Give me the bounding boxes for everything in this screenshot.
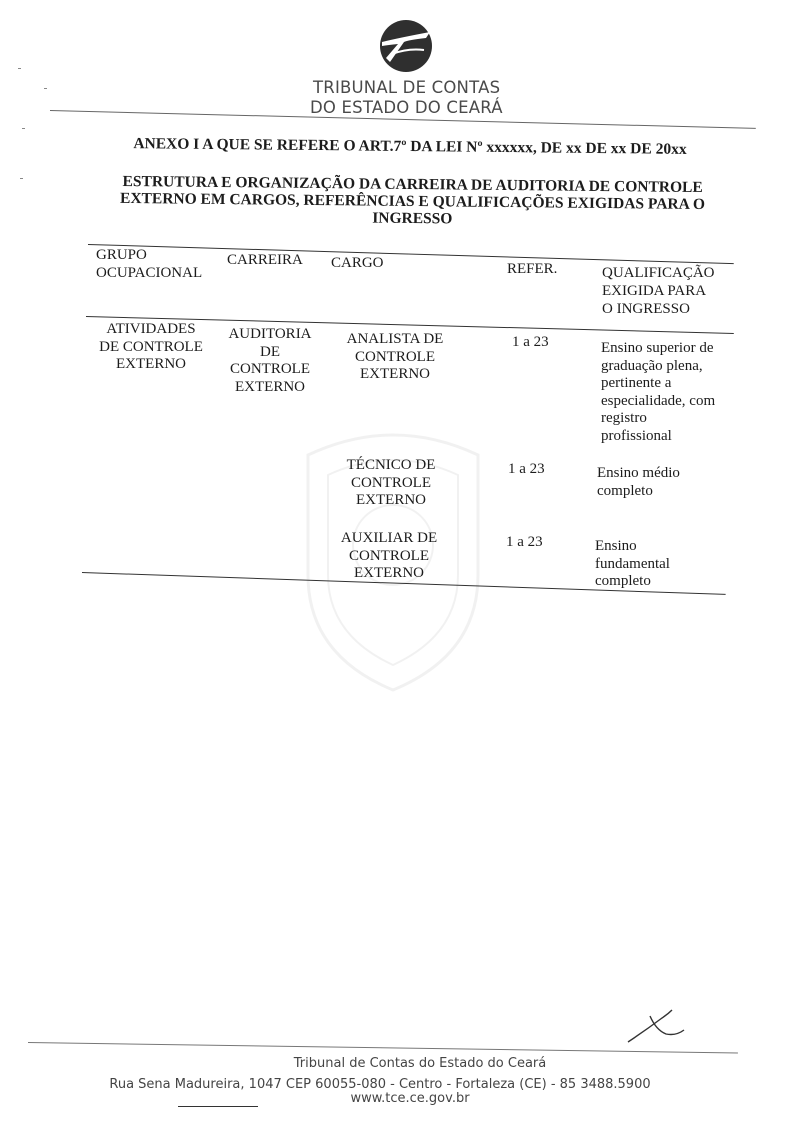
cell-line: pertinente a [601, 375, 672, 391]
cell-line: especialidade, com [601, 392, 716, 409]
header-line: O INGRESSO [602, 301, 690, 317]
column-header-cargo [331, 254, 384, 272]
cargo-cell-auxiliar [330, 530, 448, 583]
footer-org-name: Tribunal de Contas do Estado do Ceará [293, 1056, 547, 1071]
cell-line: registro [601, 410, 647, 426]
org-name-line1: TRIBUNAL DE CONTAS [313, 78, 501, 97]
column-header-carreira [227, 251, 303, 269]
cell-line: completo [597, 482, 653, 499]
cell-line: CONTROLE [230, 361, 310, 377]
footer-website: www.tce.ce.gov.br [350, 1091, 470, 1106]
cell-line: completo [595, 573, 651, 589]
cell-line: AUDITORIA [228, 326, 312, 342]
cell-line: fundamental [595, 555, 670, 572]
cell-line: Ensino médio [597, 465, 680, 481]
handwritten-signature-icon [622, 1008, 688, 1048]
cell-line: EXTERNO [356, 492, 426, 508]
cell-line: ATIVIDADES [106, 321, 196, 337]
header-line: QUALIFICAÇÃO [602, 265, 715, 281]
header-line: EXIGIDA PARA [602, 283, 707, 299]
cell-line: TÉCNICO DE [346, 457, 436, 473]
cell-line: EXTERNO [116, 356, 186, 372]
column-header-grupo [96, 246, 202, 282]
cell-line: DE CONTROLE [99, 338, 203, 355]
qualificacao-cell-analista [601, 340, 715, 445]
scan-speck [20, 178, 23, 179]
header-line: OCUPACIONAL [96, 265, 203, 281]
cell-line: EXTERNO [360, 366, 430, 382]
structure-title-line: ESTRUTURA E ORGANIZAÇÃO DA CARREIRA DE AUDITORIA DE CONTROLE [122, 172, 703, 197]
cargo-cell-tecnico [332, 457, 450, 510]
tce-logo-icon [378, 18, 434, 74]
cell-line: profissional [601, 427, 672, 444]
cell-line: EXTERNO [235, 378, 305, 395]
footer-address: Rua Sena Madureira, 1047 CEP 60055-080 - Centro - Fortaleza (CE) - 85 3488.5900 [109, 1077, 651, 1092]
qualificacao-cell-auxiliar [595, 538, 670, 591]
carreira-cell [222, 326, 318, 396]
cell-line: ANALISTA DE [346, 331, 444, 347]
grupo-ocupacional-cell [88, 321, 214, 374]
org-name-line2: DO ESTADO DO CEARÁ [310, 98, 503, 117]
structure-title-line: INGRESSO [372, 209, 453, 228]
scan-speck [22, 128, 25, 129]
cell-line: Ensino [595, 538, 637, 554]
cell-line: EXTERNO [354, 565, 424, 581]
cell-line: graduação plena, [601, 357, 703, 374]
annex-title: ANEXO I A QUE SE REFERE O ART.7º DA LEI Nº xxxxxx, DE xx DE xx DE 20xx [133, 135, 687, 158]
cell-line: DE [260, 343, 280, 360]
header-line: CARGO [331, 255, 384, 271]
structure-title [100, 173, 725, 231]
cell-line: AUXILIAR DE [340, 530, 438, 546]
refer-cell-analista: 1 a 23 [512, 334, 549, 350]
cell-line: CONTROLE [355, 348, 435, 365]
cell-line: CONTROLE [349, 547, 429, 564]
header-line: REFER. [507, 261, 558, 277]
qualificacao-cell-tecnico [597, 465, 680, 500]
footer-underline [178, 1106, 258, 1107]
column-header-refer [507, 260, 557, 278]
structure-title-line: EXTERNO EM CARGOS, REFERÊNCIAS E QUALIFICAÇÕES EXIGIDAS PARA O [119, 189, 706, 214]
header-line: CARREIRA [227, 252, 303, 268]
scan-speck [44, 88, 47, 89]
refer-cell-auxiliar: 1 a 23 [506, 534, 543, 550]
header-line: GRUPO [96, 247, 147, 263]
refer-cell-tecnico: 1 a 23 [508, 461, 545, 477]
cargo-cell-analista [336, 331, 454, 384]
cell-line: CONTROLE [351, 474, 431, 491]
cell-line: Ensino superior de [601, 340, 714, 356]
scan-speck [18, 68, 21, 69]
column-header-qualificacao [602, 264, 715, 318]
